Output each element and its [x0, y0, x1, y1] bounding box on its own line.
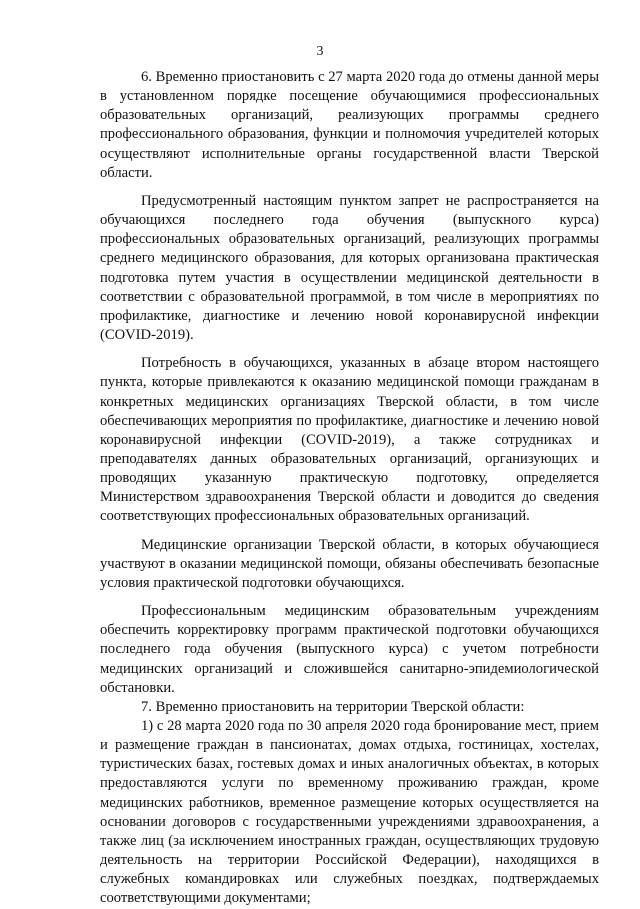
paragraph-item-7: 7. Временно приостановить на территории Тверской области: — [141, 698, 525, 715]
paragraph-item-6: 6. Временно приостановить с 27 марта 2020 года до отмены данной меры в установленном порядке посещение обучающимися профессиональных образовательных организаций, реализующих программы среднего профессионального образования, функции и полномочия учредителей которых осуществляют исполнительные органы государственной власти Тверской области. — [100, 69, 599, 181]
paragraph-item-6-exception: Предусмотренный настоящим пунктом запрет не распространяется на обучающихся последнего года обучения (выпускного курса) профессиональных образовательных организаций, реализующих программы среднего медицинского образования, для которых организована практическая подготовка путем участия в осуществлении медицинской деятельности в соответствии с образовательной программой, в том числе в мероприятиях по профилактике, диагностике и лечению новой коронавирусной инфекции (COVID-2019). — [100, 192, 599, 344]
paragraph-item-6-need: Потребность в обучающихся, указанных в абзаце втором настоящего пункта, которые привлекаются к оказанию медицинской помощи гражданам в конкретных медицинских организациях Тверской области, в том числе обеспечивающих мероприятия по профилактике, диагностике и лечению новой коронавирусной инфекции (COVID-2019), а также сотрудниках и преподавателях данных образовательных организаций, организующих и проводящих указанную практическую подготовку, определяется Министерством здравоохранения Тверской области и доводится до сведения соответствующих профессиональных образовательных организаций. — [100, 355, 599, 525]
paragraph-educational-institutions: Профессиональным медицинским образовательным учреждениям обеспечить корректировку программ практической подготовки обучающихся последнего года обучения (выпускного курса) с учетом потребности медицинских организаций и сложившейся санитарно-эпидемиологической обстановки. — [100, 603, 599, 696]
document-body — [100, 68, 599, 909]
paragraph-item-7-1: 1) с 28 марта 2020 года по 30 апреля 2020 года бронирование мест, прием и размещение граждан в пансионатах, домах отдыха, гостиницах, хостелах, туристических базах, гостевых домах и иных аналогичных объектах, в которых предоставляются услуги по временному проживанию граждан, кроме медицинских работников, временное размещение которых осуществляется на основании договоров с государственными учреждениями здравоохранения, а также лиц (за исключением иностранных граждан, осуществляющих трудовую деятельность на территории Российской Федерации), находящихся в служебных командировках или служебных поездках, подтверждаемых соответствующими документами; — [100, 718, 599, 907]
paragraph-medical-organizations: Медицинские организации Тверской области, в которых обучающиеся участвуют в оказании медицинской помощи, обязаны обеспечивать безопасные условия практической подготовки обучающихся. — [100, 536, 599, 591]
page-number: 3 — [316, 44, 324, 59]
